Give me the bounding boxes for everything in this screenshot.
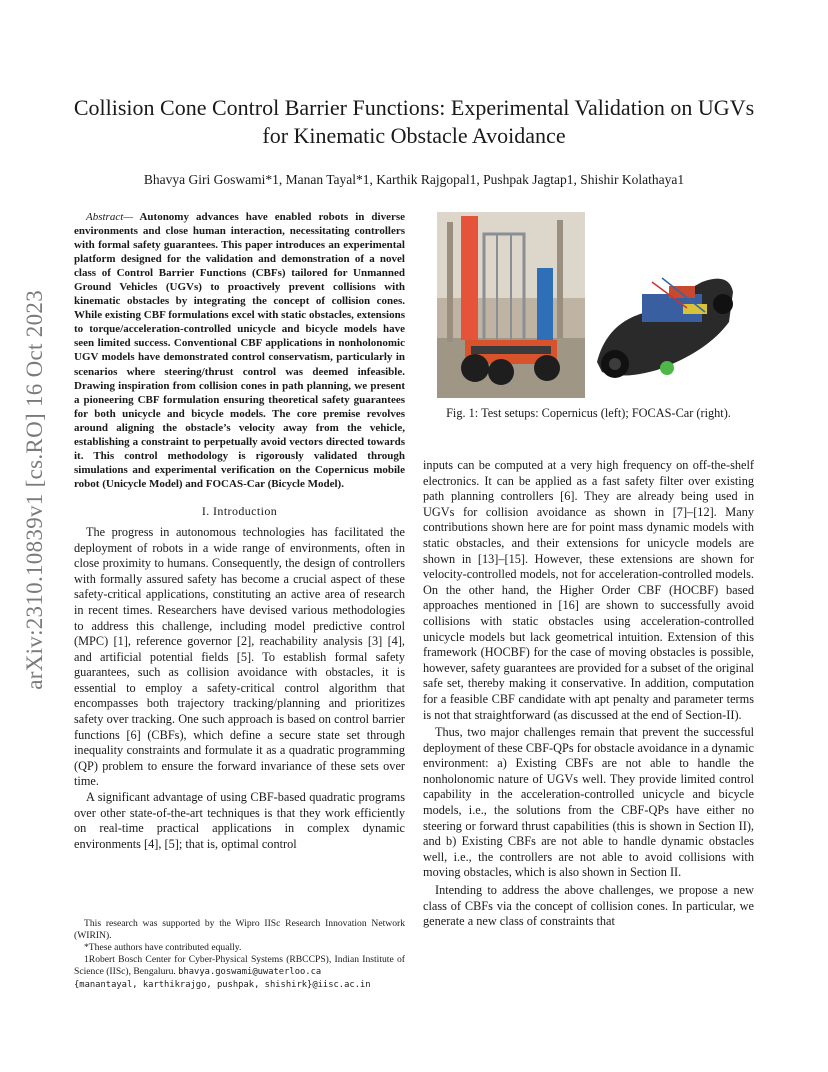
email-primary: bhavya.goswami@uwaterloo.ca: [178, 966, 322, 977]
abstract-lead: Abstract—: [86, 211, 134, 223]
footnotes: [74, 918, 405, 991]
focas-car-photo: [589, 212, 737, 398]
right-paragraph-1: inputs can be computed at a very high frequency on off-the-shelf electronics. It can be applied as a fast safety filter over existing path planning controllers [6]. They are already being used in UGVs for collision avoidance as shown in [7]–[12]. Many contributions shown here are for point mass dynamic models with static obstacles, and their extensions for unicycle models are shown in [13]–[15]. However, these extensions are shown for velocity-controlled models, not for acceleration-controlled models. On the other hand, the Higher Order CBF (HOCBF) based approaches mentioned in [16] are shown to successfully avoid collisions with static obstacles using acceleration-controlled unicycle models but lack geometrical intuition. Extension of this framework (HOCBF) for the case of moving obstacles is possible, however, safety guarantees are provided for a subset of the original safe set, thereby making it conservative. In addition, computation for a feasible CBF candidate with apt penalty and parameter terms is not that straightforward (as discussed at the end of Section-II).: [423, 458, 754, 722]
affiliation-text: 1Robert Bosch Center for Cyber-Physical Systems (RBCCPS), Indian Institute of Science (IISc), Bengaluru.: [74, 953, 405, 977]
email-group: {manantayal, karthikrajgo, pushpak, shishirk}@iisc.ac.in: [74, 979, 371, 990]
paper-title: Collision Cone Control Barrier Functions: Experimental Validation on UGVs for Kinematic Obstacle Avoidance: [73, 95, 755, 148]
footnote-equal-contribution: *These authors have contributed equally.: [84, 941, 242, 953]
figure-test-setups: [437, 212, 737, 398]
abstract: [74, 210, 405, 491]
footnote-affiliation: [74, 954, 405, 992]
intro-paragraph-1: The progress in autonomous technologies has facilitated the deployment of robots in a wide range of environments, often in close proximity to humans. Consequently, the design of controllers with formally assured safety has become a crucial aspect of these safety-critical applications, constituting an active area of research in recent times. Researchers have devised various methodologies to address this challenge, including model predictive control (MPC) [1], reference governor [2], reachability analysis [3] [4], and artificial potential fields [5]. To establish formal safety guarantees, such as collision avoidance with obstacles, it is essential to employ a safety-critical control algorithm that encompasses both trajectory tracking/planning and prioritizes safety over tracking. One such approach is based on control barrier functions [6] (CBFs), which define a secure state set through inequality constraints and formulate it as a quadratic programming (QP) problem to ensure the forward invariance of these sets over time.: [74, 524, 405, 789]
intro-paragraph-2: A significant advantage of using CBF-based quadratic programs over other state-of-the-art techniques is that they work efficiently on real-time practical applications in complex dynamic environments [4], [5]; that is, optimal control: [74, 790, 405, 851]
abstract-text: Autonomy advances have enabled robots in diverse environments and close human interaction, necessitating controllers with formal safety guarantees. This paper introduces an experimental platform designed for the validation and demonstration of a novel class of Control Barrier Functions (CBFs) tailored for Unmanned Ground Vehicles (UGVs) to proactively prevent collisions with kinematic obstacles by integrating the concept of collision cones. While existing CBF formulations excel with static obstacles, extensions to torque/acceleration-controlled unicycle and bicycle models have seen limited success. Conventional CBF applications in nonholonomic UGV models have demonstrated control conservatism, particularly in scenarios where steering/thrust control was deemed infeasible. Drawing inspiration from collision cones in path planning, we present a pioneering CBF formulation ensuring theoretical safety guarantees for both unicycle and bicycle models. The core premise revolves around aligning the obstacle’s velocity away from the vehicle, establishing a constraint to perpetually avoid vectors directed towards it. This control methodology is rigorously validated through simulations and experimental verification on the Copernicus mobile robot (Unicycle Model) and FOCAS-Car (Bicycle Model).: [74, 211, 405, 490]
footnote-funding: This research was supported by the Wipro IISc Research Innovation Network (WIRIN).: [74, 918, 405, 941]
right-column: [423, 458, 754, 930]
right-paragraph-3: Intending to address the above challenges, we propose a new class of CBFs via the concept of collision cones. In particular, we generate a new class of constraints that: [423, 883, 754, 929]
left-column: [74, 210, 405, 852]
arxiv-identifier: arXiv:2310.10839v1 [cs.RO] 16 Oct 2023: [22, 290, 47, 690]
right-paragraph-2: Thus, two major challenges remain that prevent the successful deployment of these CBF-QPs for obstacle avoidance in a dynamic environment: a) Existing CBFs are not able to handle the nonholonomic nature of UGVs well. They provide limited control capability in the acceleration-controlled unicycle and bicycle models, i.e., the solutions from the CBF-QPs have either no steering or forward thrust capabilities (this is shown in Section II), and b) Existing CBFs are not able to handle dynamic obstacles well, i.e., the controllers are not able to avoid collisions with moving obstacles, which is also shown in Section II.: [423, 725, 754, 880]
author-list: Bhavya Giri Goswami*1, Manan Tayal*1, Karthik Rajgopal1, Pushpak Jagtap1, Shishir Kolathaya1: [143, 172, 685, 187]
section-heading-introduction: I. Introduction: [201, 503, 278, 518]
copernicus-photo: [437, 212, 585, 398]
figure-caption: Fig. 1: Test setups: Copernicus (left); FOCAS-Car (right).: [446, 406, 731, 420]
